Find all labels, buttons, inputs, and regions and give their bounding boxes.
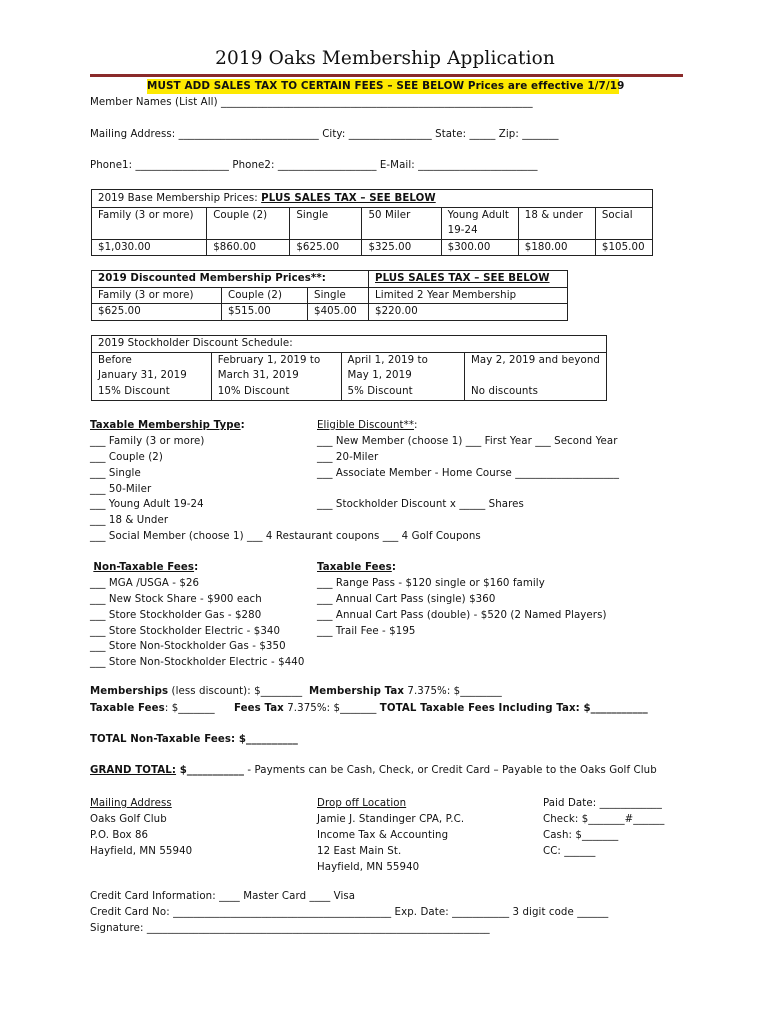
taxable-fees-section: Taxable Fees: ___ Range Pass - $120 single or $160 family ___ Annual Cart Pass (single) $360 ___ Annual Cart Pass (double) - $520 (2 Named Players) ___ Trail Fee - $195 bbox=[317, 560, 607, 639]
stockholder-schedule-title: 2019 Stockholder Discount Schedule: bbox=[92, 336, 607, 353]
checkbox-cart-pass-double[interactable]: ___ Annual Cart Pass (double) - $520 (2 Named Players) bbox=[317, 609, 607, 621]
non-taxable-fees-title: Non-Taxable Fees bbox=[93, 562, 195, 573]
discount-10: 10% Discount bbox=[217, 385, 290, 397]
checkbox-social-member[interactable]: ___ Social Member (choose 1) ___ 4 Restaurant coupons ___ 4 Golf Coupons bbox=[90, 531, 481, 543]
title-divider bbox=[90, 74, 683, 77]
checkbox-non-stockholder-gas[interactable]: ___ Store Non-Stockholder Gas - $350 bbox=[90, 641, 286, 653]
checkbox-trail-fee[interactable]: ___ Trail Fee - $195 bbox=[317, 625, 416, 637]
eligible-discount-section: Eligible Discount**: ___ New Member (choose 1) ___ First Year ___ Second Year ___ 20-Miler ___ Associate Member - Home Course ____________________ ___ Stockholder Discount x _____ Shares bbox=[317, 418, 619, 513]
period-before: Before January 31, 2019 15% Discount bbox=[92, 352, 212, 401]
paid-date-field[interactable]: Paid Date: ____________ bbox=[543, 798, 662, 809]
discounted-prices-title: 2019 Discounted Membership Prices**: bbox=[92, 271, 369, 288]
header-family: Family (3 or more) bbox=[92, 207, 207, 239]
non-taxable-fees-section: Non-Taxable Fees: ___ MGA /USGA - $26 ___ New Stock Share - $900 each ___ Store Stockholder Gas - $280 ___ Store Stockholder Electric - $340 ___ Store Non-Stockholder Gas - $350 ___ Store Non-Stockholder Electric - $440 bbox=[90, 560, 304, 671]
eligible-discount-title: Eligible Discount** bbox=[317, 420, 415, 431]
checkbox-stockholder-electric[interactable]: ___ Store Stockholder Electric - $340 bbox=[90, 625, 281, 637]
disc-header-single: Single bbox=[308, 287, 369, 304]
header-young-adult: Young Adult 19-24 bbox=[441, 207, 518, 239]
checkbox-cart-pass-single[interactable]: ___ Annual Cart Pass (single) $360 bbox=[317, 593, 496, 605]
price-social: $105.00 bbox=[595, 239, 652, 256]
checkbox-20-miler[interactable]: ___ 20-Miler bbox=[317, 451, 379, 463]
check-field[interactable]: Check: $_______#______ bbox=[543, 813, 665, 825]
discount-15: 15% Discount bbox=[98, 385, 170, 397]
header-single: Single bbox=[290, 207, 362, 239]
header-couple: Couple (2) bbox=[207, 207, 290, 239]
header-50-miler: 50 Miler bbox=[362, 207, 441, 239]
disc-header-family: Family (3 or more) bbox=[92, 287, 222, 304]
drop-off-title: Drop off Location bbox=[317, 798, 407, 809]
checkbox-stockholder-gas[interactable]: ___ Store Stockholder Gas - $280 bbox=[90, 609, 262, 621]
checkbox-associate-member[interactable]: ___ Associate Member - Home Course ____________________ bbox=[317, 467, 620, 479]
checkbox-couple[interactable]: ___ Couple (2) bbox=[90, 451, 163, 463]
total-taxable-fees: TOTAL Taxable Fees Including Tax: $___________ bbox=[379, 703, 648, 714]
period-may-beyond: May 2, 2019 and beyond No discounts bbox=[465, 352, 607, 401]
checkbox-young-adult[interactable]: ___ Young Adult 19-24 bbox=[90, 499, 204, 511]
checkbox-stockholder-discount[interactable]: ___ Stockholder Discount x _____ Shares bbox=[317, 499, 524, 511]
sales-tax-banner: MUST ADD SALES TAX TO CERTAIN FEES – SEE BELOW Prices are effective 1/7/19 bbox=[147, 80, 625, 92]
credit-card-number-field[interactable]: Credit Card No: __________________________________________ Exp. Date: ___________ 3 digit code ______ bbox=[90, 907, 609, 918]
drop-off-block: Drop off Location Jamie J. Standinger CPA, P.C. Income Tax & Accounting 12 East Main St. Hayfield, MN 55940 bbox=[317, 798, 465, 873]
young-adult-age-range: 19-24 bbox=[447, 225, 478, 236]
price-single: $625.00 bbox=[290, 239, 362, 256]
credit-card-type-field[interactable]: Credit Card Information: ____ Master Card ____ Visa bbox=[90, 891, 356, 902]
price-young-adult: $300.00 bbox=[441, 239, 518, 256]
fees-tax-line[interactable]: Fees Tax 7.375%: $_______ TOTAL Taxable Fees Including Tax: $___________ bbox=[234, 703, 648, 714]
mailing-address-field[interactable]: Mailing Address: ___________________________ City: ________________ State: _____ Zip: _______ bbox=[90, 129, 559, 140]
period-feb-mar: February 1, 2019 to March 31, 2019 10% Discount bbox=[211, 352, 341, 401]
mailing-address-title: Mailing Address bbox=[90, 798, 172, 809]
no-discount: No discounts bbox=[471, 385, 538, 397]
taxable-fees-total-line[interactable]: Taxable Fees: $_______ bbox=[90, 703, 215, 714]
checkbox-mga-usga[interactable]: ___ MGA /USGA - $26 bbox=[90, 577, 200, 589]
checkbox-18-under[interactable]: ___ 18 & Under bbox=[90, 515, 169, 527]
membership-tax-line[interactable]: Membership Tax 7.375%: $________ bbox=[309, 686, 502, 697]
cc-field[interactable]: CC: ______ bbox=[543, 845, 596, 857]
checkbox-single[interactable]: ___ Single bbox=[90, 467, 141, 479]
price-couple: $860.00 bbox=[207, 239, 290, 256]
stockholder-schedule-table bbox=[91, 335, 607, 401]
cash-field[interactable]: Cash: $_______ bbox=[543, 829, 619, 841]
base-prices-table bbox=[91, 189, 653, 256]
member-names-field[interactable]: Member Names (List All) ____________________________________________________________ bbox=[90, 97, 533, 108]
mailing-address-block: Mailing Address Oaks Golf Club P.O. Box 86 Hayfield, MN 55940 bbox=[90, 798, 193, 857]
taxable-fees-title: Taxable Fees bbox=[317, 562, 392, 573]
checkbox-50-miler[interactable]: ___ 50-Miler bbox=[90, 483, 152, 495]
taxable-membership-section: Taxable Membership Type: ___ Family (3 or more) ___ Couple (2) ___ Single ___ 50-Miler ___ Young Adult 19-24 ___ 18 & Under ___ Social Member (choose 1) ___ 4 Restaurant coupons ___ 4 Golf Coupons bbox=[90, 418, 481, 545]
discounted-prices-table bbox=[91, 270, 568, 321]
price-18-under: $180.00 bbox=[518, 239, 595, 256]
period-apr-may: April 1, 2019 to May 1, 2019 5% Discount bbox=[341, 352, 465, 401]
price-family: $1,030.00 bbox=[92, 239, 207, 256]
phone-email-field[interactable]: Phone1: __________________ Phone2: ___________________ E-Mail: _______________________ bbox=[90, 160, 538, 171]
disc-price-single: $405.00 bbox=[308, 304, 369, 321]
total-non-taxable-fees[interactable]: TOTAL Non-Taxable Fees: $__________ bbox=[90, 734, 298, 745]
office-use-block bbox=[543, 796, 664, 860]
price-50-miler: $325.00 bbox=[362, 239, 441, 256]
checkbox-new-member[interactable]: ___ New Member (choose 1) ___ First Year ___ Second Year bbox=[317, 435, 618, 447]
header-social: Social bbox=[595, 207, 652, 239]
checkbox-new-stock-share[interactable]: ___ New Stock Share - $900 each bbox=[90, 593, 262, 605]
grand-total-line[interactable]: GRAND TOTAL: $___________ - Payments can be Cash, Check, or Credit Card – Payable to the Oaks Golf Club bbox=[90, 765, 657, 776]
disc-price-limited: $220.00 bbox=[369, 304, 568, 321]
header-18-under: 18 & under bbox=[518, 207, 595, 239]
base-prices-tax-note: PLUS SALES TAX – SEE BELOW bbox=[261, 193, 436, 204]
checkbox-range-pass[interactable]: ___ Range Pass - $120 single or $160 family bbox=[317, 577, 545, 589]
discounted-prices-tax-note: PLUS SALES TAX – SEE BELOW bbox=[369, 271, 568, 288]
discount-5: 5% Discount bbox=[347, 385, 413, 397]
base-prices-title: 2019 Base Membership Prices: bbox=[98, 193, 258, 204]
disc-price-couple: $515.00 bbox=[222, 304, 308, 321]
checkbox-family[interactable]: ___ Family (3 or more) bbox=[90, 435, 205, 447]
disc-header-limited: Limited 2 Year Membership bbox=[369, 287, 568, 304]
disc-price-family: $625.00 bbox=[92, 304, 222, 321]
page-title: 2019 Oaks Membership Application bbox=[215, 48, 555, 69]
memberships-total-line[interactable]: Memberships (less discount): $________ bbox=[90, 686, 303, 697]
disc-header-couple: Couple (2) bbox=[222, 287, 308, 304]
checkbox-non-stockholder-electric[interactable]: ___ Store Non-Stockholder Electric - $440 bbox=[90, 657, 305, 669]
taxable-membership-title: Taxable Membership Type bbox=[90, 420, 241, 431]
signature-field[interactable]: Signature: __________________________________________________________________ bbox=[90, 923, 490, 934]
